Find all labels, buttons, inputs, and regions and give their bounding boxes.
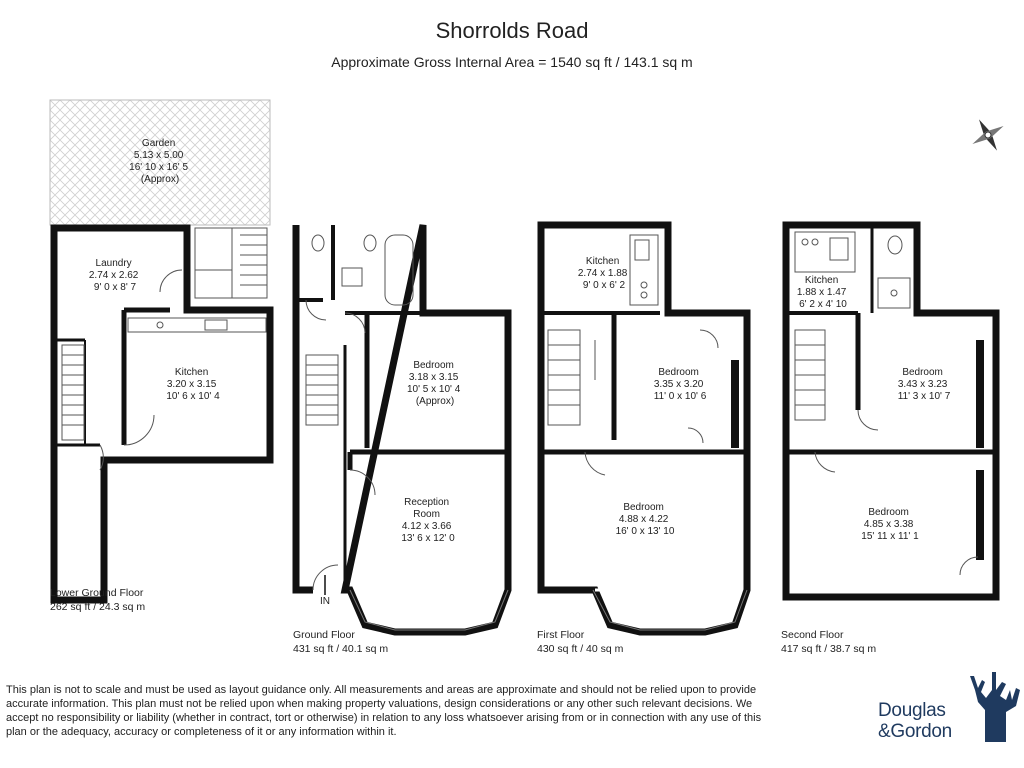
lower-ground-kitchen-label: Kitchen 3.20 x 3.15 10' 6 x 10' 4 [166, 367, 220, 402]
floor-area: 431 sq ft / 40.1 sq m [293, 643, 389, 655]
first-floor-bedroom-large-label: Bedroom 4.88 x 4.22 16' 0 x 13' 10 [615, 502, 675, 537]
entrance-label: IN [320, 596, 330, 607]
first-floor-kitchen-label: Kitchen 2.74 x 1.88 9' 0 x 6' 2 [577, 256, 628, 291]
second-floor-kitchen-label: Kitchen 1.88 x 1.47 6' 2 x 4' 10 [796, 275, 847, 310]
page-title: Shorrolds Road [435, 18, 589, 43]
garden-label: Garden 5.13 x 5.00 16' 10 x 16' 5 (Approx) [129, 138, 189, 185]
floor-name: First Floor [537, 629, 585, 641]
compass-icon [963, 110, 1012, 159]
first-floor-bedroom-small-label: Bedroom 3.35 x 3.20 11' 0 x 10' 6 [653, 367, 707, 402]
floor-label-first [537, 628, 623, 656]
floor-area: 417 sq ft / 38.7 sq m [781, 643, 877, 655]
laundry-label: Laundry 2.74 x 2.62 9' 0 x 8' 7 [88, 258, 139, 293]
ground-floor-walls [296, 225, 508, 632]
floor-area: 430 sq ft / 40 sq m [537, 643, 624, 655]
first-floor-walls [541, 225, 747, 632]
floor-label-second [781, 628, 876, 656]
floor-label-lower-ground [50, 586, 145, 614]
floor-name: Lower Ground Floor [50, 587, 144, 599]
second-floor-bedroom-large-label: Bedroom 4.85 x 3.38 15' 11 x 11' 1 [861, 507, 919, 542]
floor-name: Second Floor [781, 629, 844, 641]
page-subtitle: Approximate Gross Internal Area = 1540 sq ft / 143.1 sq m [331, 54, 693, 70]
first-floor-plan [541, 225, 747, 632]
brand-line-2: &Gordon [878, 721, 952, 742]
second-floor-bedroom-small-label: Bedroom 3.43 x 3.23 11' 3 x 10' 7 [897, 367, 951, 402]
ground-floor-plan [296, 225, 508, 632]
disclaimer-text: This plan is not to scale and must be used as layout guidance only. All measurements and areas are approximate and should not be relied upon to provide accurate information. This plan must not be relied upon when making property valuations, design considerations or any other such relevant decisions. We accept no responsibility or liability (whether in contract, tort or otherwise) in relation to any loss whatsoever arising from or in connection with any use of this plan or the adequacy, accuracy or completeness of it or any information within it. [6, 684, 762, 738]
ground-floor-bedroom-label: Bedroom 3.18 x 3.15 10' 5 x 10' 4 (Approx) [406, 360, 461, 407]
floor-label-ground [293, 628, 388, 656]
reception-room-label: Reception Room 4.12 x 3.66 13' 6 x 12' 0 [401, 497, 455, 544]
floor-area: 262 sq ft / 24.3 sq m [50, 601, 146, 613]
brand-line-1: Douglas [878, 700, 946, 721]
brand-wordmark [878, 700, 978, 742]
floor-name: Ground Floor [293, 629, 355, 641]
